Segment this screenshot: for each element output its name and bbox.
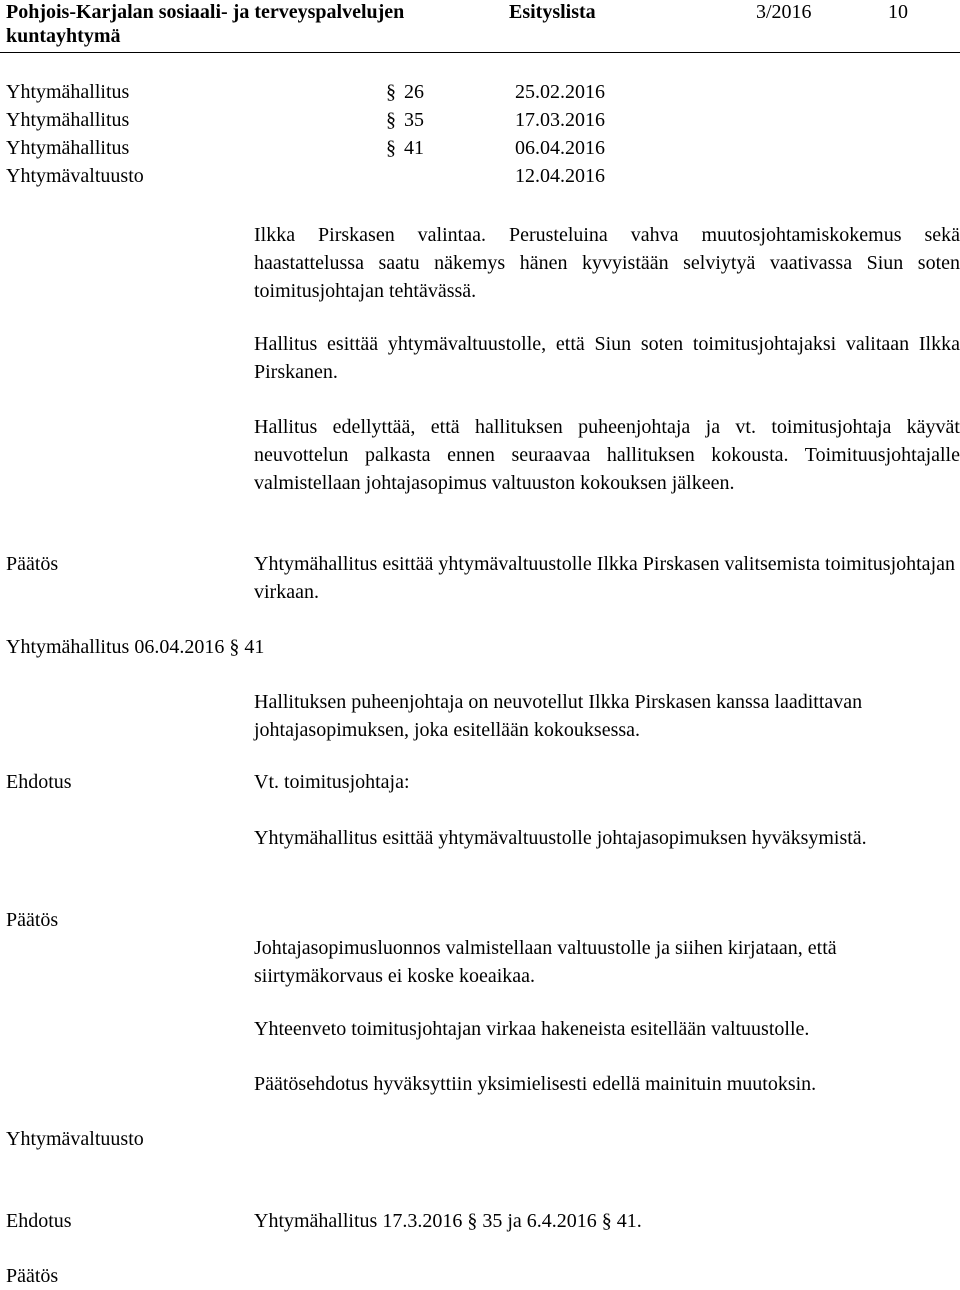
label-decision: Päätös <box>6 909 59 931</box>
organization-name: Pohjois-Karjalan sosiaali- ja terveyspalvelujen kuntayhtymä <box>6 1 405 47</box>
paragraph-board-proposal: Yhtymähallitus esittää yhtymävaltuustolle johtajasopimuksen hyväksymistä. <box>254 827 867 849</box>
label-proposal: Ehdotus <box>6 1210 72 1232</box>
label-proposal: Ehdotus <box>6 771 72 793</box>
page-number: 10 <box>888 1 908 23</box>
section-sign: § <box>386 81 396 103</box>
section-heading-board: Yhtymähallitus 06.04.2016 § 41 <box>6 636 265 658</box>
history-row <box>6 134 646 162</box>
history-body: Yhtymävaltuusto <box>6 165 144 187</box>
history-number: 26 <box>404 81 424 103</box>
history-date: 06.04.2016 <box>515 137 605 159</box>
paragraph-requirement: Hallitus edellyttää, että hallituksen puheenjohtaja ja vt. toimitusjohtaja käyvät neuvottelun palkasta ennen seuraavaa hallituksen kokousta. Toimituusjohtajalle valmistellaan johtajasopimus valtuuston kokouksen jälkeen. <box>254 416 960 494</box>
paragraph-approved: Päätösehdotus hyväksyttiin yksimielisesti edellä mainituin muutoksin. <box>254 1073 817 1095</box>
document-number: 3/2016 <box>756 1 812 23</box>
history-number: 35 <box>404 109 424 131</box>
history-date: 12.04.2016 <box>515 165 605 187</box>
history-row <box>6 106 646 134</box>
history-body: Yhtymähallitus <box>6 137 130 159</box>
document-type: Esityslista <box>509 1 596 23</box>
section-sign: § <box>386 109 396 131</box>
label-decision: Päätös <box>6 553 59 575</box>
history-date: 25.02.2016 <box>515 81 605 103</box>
section-heading-council: Yhtymävaltuusto <box>6 1128 144 1150</box>
header-divider <box>0 52 960 53</box>
paragraph-council-proposal: Yhtymähallitus 17.3.2016 § 35 ja 6.4.2016 § 41. <box>254 1210 642 1232</box>
history-row <box>6 162 646 190</box>
paragraph-decision: Yhtymähallitus esittää yhtymävaltuustolle Ilkka Pirskasen valitsemista toimitusjohtajan virkaan. <box>254 553 955 603</box>
paragraph-draft-contract: Johtajasopimusluonnos valmistellaan valtuustolle ja siihen kirjataan, että siirtymäkorvaus ei koske koeaikaa. <box>254 937 837 987</box>
history-number: 41 <box>404 137 424 159</box>
paragraph-presenter: Vt. toimitusjohtaja: <box>254 771 410 793</box>
history-body: Yhtymähallitus <box>6 81 130 103</box>
history-row <box>6 78 646 106</box>
paragraph-summary: Yhteenveto toimitusjohtajan virkaa hakeneista esitellään valtuustolle. <box>254 1018 810 1040</box>
history-body: Yhtymähallitus <box>6 109 130 131</box>
label-decision: Päätös <box>6 1265 59 1287</box>
paragraph-proposal: Hallitus esittää yhtymävaltuustolle, että Siun soten toimitusjohtajaksi valitaan Ilkka Pirskanen. <box>254 333 960 383</box>
paragraph-justification: Ilkka Pirskasen valintaa. Perusteluina vahva muutosjohtamiskokemus sekä haastattelussa saatu näkemys hänen kyvyistään selviytyä vaativassa Siun soten toimitusjohtajan tehtävässä. <box>254 224 960 302</box>
section-sign: § <box>386 137 396 159</box>
paragraph-negotiation: Hallituksen puheenjohtaja on neuvotellut Ilkka Pirskasen kanssa laadittavan johtajasopimuksen, joka esitellään kokouksessa. <box>254 691 863 741</box>
history-date: 17.03.2016 <box>515 109 605 131</box>
